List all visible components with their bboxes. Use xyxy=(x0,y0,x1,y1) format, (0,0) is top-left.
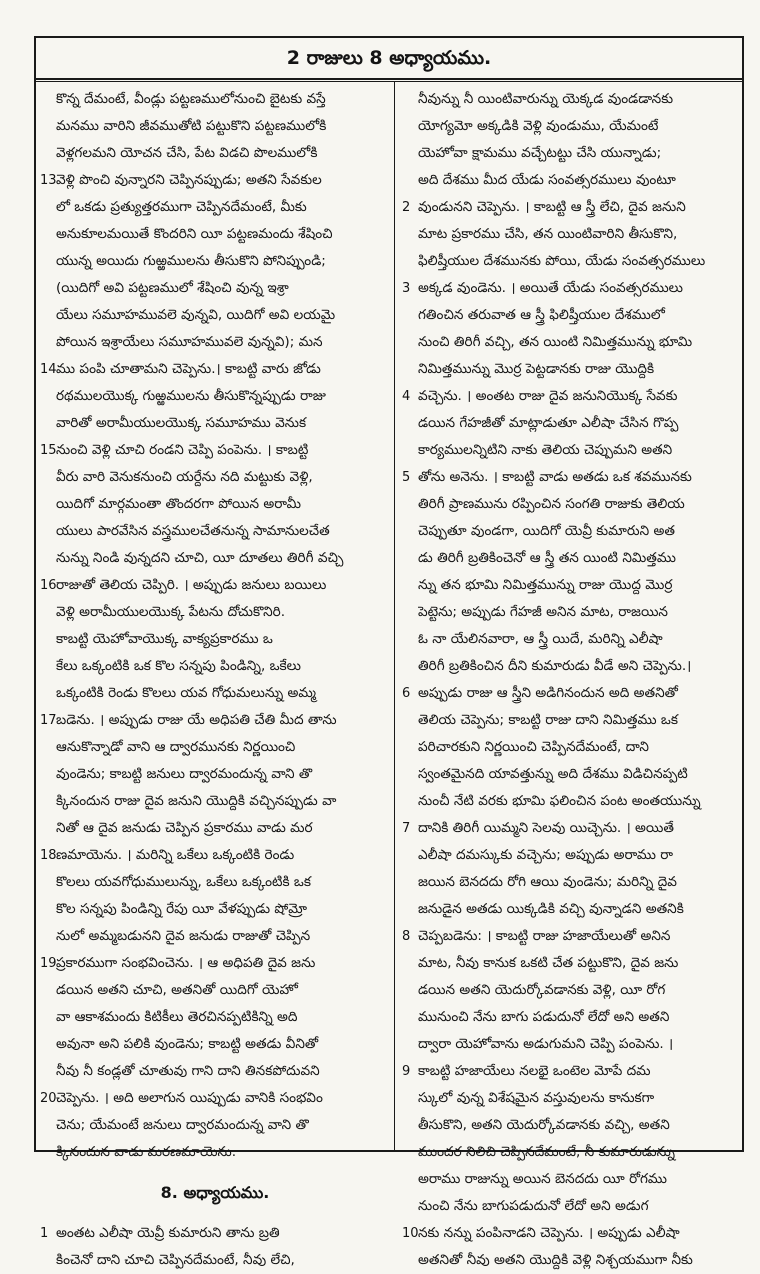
verse-text: పరిచారకుని నిర్ణయించి చెప్పినదేమంటే, దాని xyxy=(418,739,649,755)
verse-number xyxy=(40,275,56,302)
verse-text: అరాము రాజున్ను అయిన బెనదదు యీ రోగము xyxy=(418,1171,668,1187)
text-line xyxy=(402,356,738,383)
text-line xyxy=(40,329,390,356)
text-line xyxy=(402,680,738,707)
verse-number xyxy=(40,194,56,221)
text-line xyxy=(40,599,390,626)
verse-text: డయిన అతని చూచి, అతనితో యిదిగో యెహో xyxy=(56,982,298,998)
verse-number xyxy=(402,491,418,518)
verse-text: అది దేశము మీద యేడు సంవత్సరములు వుంటూ xyxy=(418,172,676,188)
text-line xyxy=(402,815,738,842)
text-line xyxy=(40,491,390,518)
text-line xyxy=(402,572,738,599)
verse-text: డు తిరిగీ బ్రతికించెనో ఆ స్త్రీ తన యింటి నిమిత్తము xyxy=(418,550,676,566)
verse-number: 13 xyxy=(40,173,57,188)
verse-text: అతనితో నీవు అతని యొద్దికి వెళ్లి నిశ్చయముగా నీకు xyxy=(418,1252,693,1268)
text-line xyxy=(40,734,390,761)
verse-number xyxy=(40,113,56,140)
text-line xyxy=(402,194,738,221)
verse-number xyxy=(402,1139,418,1166)
verse-number xyxy=(402,248,418,275)
verse-text: తిరిగీ ప్రాణమును రప్పించిన సంగతి రాజుకు తెలియ xyxy=(418,496,685,512)
text-line xyxy=(40,1139,390,1166)
verse-number xyxy=(402,1193,418,1220)
text-line xyxy=(402,788,738,815)
verse-number xyxy=(40,896,56,923)
verse-text: రాజుతో తెలియ చెప్పిరి. । అప్పుడు జనులు బయిలు xyxy=(56,577,327,593)
verse-number xyxy=(40,1139,56,1166)
text-line xyxy=(40,86,390,113)
verse-text: యులు పారవేసిన వస్త్రములచేతనున్న సామానులచేత xyxy=(56,523,330,539)
verse-text: వెళ్లగలమని యోచన చేసి, పేట విడచి పొలములోకి xyxy=(56,145,318,161)
verse-text: ఫిలిష్తీయుల దేశమునకు పోయి, యేడు సంవత్సరములు xyxy=(418,253,706,269)
verse-number xyxy=(402,1166,418,1193)
verse-text: పెట్టెను; అప్పుడు గేహజీ అనిన మాట, రాజయిన xyxy=(418,604,668,620)
verse-number xyxy=(40,383,56,410)
verse-text: వా ఆకాశమందు కిటికీలు తెరచినప్పటికిన్ని అది xyxy=(56,1009,298,1025)
verse-text: డయిన గేహజీతో మాట్లాడుతూ ఎలీషా చేసిన గొప్ప xyxy=(418,415,679,431)
verse-number xyxy=(40,626,56,653)
text-line xyxy=(40,950,390,977)
page-header xyxy=(36,38,742,80)
verse-text: చెప్పబడెను: । కాబట్టి రాజు హజాయేలుతో అనిన xyxy=(418,928,671,944)
verse-number xyxy=(40,329,56,356)
text-line xyxy=(402,302,738,329)
verse-number xyxy=(40,680,56,707)
verse-text: ఆనుకొన్నాడో వాని ఆ ద్వారమునకు నిర్ణయించి xyxy=(56,739,296,755)
verse-number: 17 xyxy=(40,713,57,728)
text-line xyxy=(402,1058,738,1085)
text-line xyxy=(40,113,390,140)
verse-text: అంతట ఎలీషా యెవ్రీ కుమారుని తాను బ్రతి xyxy=(56,1225,280,1241)
text-line xyxy=(402,1004,738,1031)
verse-text: యోగ్యమో అక్కడికి వెళ్లి వుండుము, యేమంటే xyxy=(418,118,659,134)
verse-text: తిరిగీ బ్రతికించిన దీని కుమారుడు వీడే అని చెప్పెను.। xyxy=(418,658,692,674)
verse-number xyxy=(402,734,418,761)
text-line xyxy=(402,734,738,761)
text-line xyxy=(40,572,390,599)
header-rule xyxy=(36,81,742,82)
verse-number xyxy=(402,599,418,626)
verse-number xyxy=(40,788,56,815)
text-line xyxy=(402,599,738,626)
text-line xyxy=(402,329,738,356)
verse-number xyxy=(402,545,418,572)
verse-text: కాబట్టి యెహోవాయొక్క వాక్యప్రకారము ఒ xyxy=(56,631,273,647)
verse-number xyxy=(40,923,56,950)
verse-text: ణమాయెను. । మరిన్ని ఒకేలు ఒక్కంటికి రెండు xyxy=(56,847,295,863)
verse-number xyxy=(40,761,56,788)
verse-number xyxy=(40,1058,56,1085)
text-line xyxy=(40,707,390,734)
text-line xyxy=(40,1085,390,1112)
verse-text: వెళ్లి పొంచి వున్నారని చెప్పినప్పుడు; అతని సేవకుల xyxy=(56,172,322,188)
verse-text: మనము వారిని జీవముతోటి పట్టుకొని పట్టణములోకి xyxy=(56,118,327,134)
verse-text: ఒక్కంటికి రెండు కొలలు యవ గోధుమలున్ను అమ్మ xyxy=(56,685,316,701)
text-line xyxy=(402,545,738,572)
text-line xyxy=(40,977,390,1004)
text-line xyxy=(402,221,738,248)
verse-number xyxy=(40,140,56,167)
right-column xyxy=(402,86,738,1274)
text-line xyxy=(402,1220,738,1247)
verse-text: యెహోవా క్షామము వచ్చేటట్టు చేసి యున్నాడు; xyxy=(418,145,662,161)
left-column xyxy=(40,86,390,1274)
verse-number xyxy=(40,653,56,680)
verse-number xyxy=(40,869,56,896)
verse-number xyxy=(40,815,56,842)
verse-number xyxy=(402,977,418,1004)
verse-text: వీరు వారి వెనుకనుంచి యర్దేను నది మట్టుకు వెళ్లి, xyxy=(56,469,313,485)
verse-number: 8 xyxy=(402,929,411,944)
verse-text: ము పంపి చూతామని చెప్పెను.। కాబట్టి వారు జోడు xyxy=(56,361,321,377)
verse-text: అక్కడ వుండెను. । అయితే యేడు సంవత్సరములు xyxy=(418,280,684,296)
verse-number xyxy=(40,221,56,248)
verse-number xyxy=(402,1112,418,1139)
verse-number xyxy=(402,1031,418,1058)
verse-text: వెళ్లి అరామీయులయొక్క పేటను దోచుకొనిరి. xyxy=(56,604,286,620)
text-line xyxy=(40,356,390,383)
text-line xyxy=(402,707,738,734)
verse-text: చెప్పుతూ వుండగా, యిదిగో యెవ్రీ కుమారుని అత xyxy=(418,523,675,539)
text-line xyxy=(40,302,390,329)
text-line xyxy=(402,464,738,491)
verse-text: కేలు ఒక్కంటికి ఒక కొల సన్నపు పిండిన్ని, ఒకేలు xyxy=(56,658,301,674)
verse-text: బడెను. । అప్పుడు రాజు యే అధిపతి చేతి మీద తాను xyxy=(56,712,337,728)
verse-number xyxy=(40,518,56,545)
verse-text: ఓ నా యేలినవారా, ఆ స్త్రీ యిదే, మరిన్ని ఎలీషా xyxy=(418,631,663,647)
text-line xyxy=(402,896,738,923)
text-line xyxy=(40,842,390,869)
verse-number xyxy=(40,464,56,491)
verse-number: 16 xyxy=(40,578,57,593)
text-line xyxy=(402,626,738,653)
verse-text: జనుడైన అతడు యిక్కడికి వచ్చి వున్నాడని అతనికి xyxy=(418,901,684,917)
verse-text: కొలలు యవగోధుములున్ను, ఒకేలు ఒక్కంటికి ఒక xyxy=(56,874,311,890)
verse-text: క్కినందున రాజు దైవ జనుని యొద్దికి వచ్చినప్పుడు వా xyxy=(56,793,337,809)
verse-number xyxy=(402,626,418,653)
verse-number: 7 xyxy=(402,821,411,836)
text-line xyxy=(40,1058,390,1085)
verse-text: దానికి తిరిగీ యిమ్మని సెలవు యిచ్చెను. । అయితే xyxy=(418,820,674,836)
verse-number: 14 xyxy=(40,362,57,377)
verse-text: అవునా అని పలికి వుండెను; కాబట్టి అతడు వీనితో xyxy=(56,1036,319,1052)
verse-text: యేలు సమూహమువలె వున్నవి, యిదిగో అవి లయమై xyxy=(56,307,336,323)
verse-text: కొల సన్నపు పిండిన్ని రేపు యీ వేళప్పుడు షోమ్రో xyxy=(56,901,307,917)
verse-text: మాట ప్రకారము చేసి, తన యింటివారిని తీసుకొని, xyxy=(418,226,678,242)
text-line xyxy=(40,1220,390,1247)
text-line xyxy=(40,464,390,491)
verse-number xyxy=(402,869,418,896)
verse-text: ప్రకారముగా సంభవించెను. । ఆ అధిపతి దైవ జను xyxy=(56,955,316,971)
verse-number xyxy=(402,329,418,356)
text-line xyxy=(402,383,738,410)
text-line xyxy=(40,140,390,167)
verse-number xyxy=(40,599,56,626)
verse-number xyxy=(402,842,418,869)
text-line xyxy=(402,86,738,113)
verse-text: కార్యములన్నిటిని నాకు తెలియ చెప్పుమని అతని xyxy=(418,442,673,458)
text-line xyxy=(402,1166,738,1193)
text-line xyxy=(402,1139,738,1166)
verse-number: 3 xyxy=(402,281,411,296)
verse-number xyxy=(402,221,418,248)
verse-number: 18 xyxy=(40,848,57,863)
verse-number xyxy=(402,1247,418,1274)
text-line xyxy=(402,1112,738,1139)
verse-text: నితో ఆ దైవ జనుడు చెప్పిన ప్రకారము వాడు మర xyxy=(56,820,313,836)
text-line xyxy=(402,140,738,167)
text-line xyxy=(402,437,738,464)
verse-text: తెలియ చెప్పెను; కాబట్టి రాజు దాని నిమిత్తము ఒక xyxy=(418,712,678,728)
text-line xyxy=(40,383,390,410)
verse-number xyxy=(40,545,56,572)
verse-text: తోను అనెను. । కాబట్టి వాడు అతడు ఒక శవమునకు xyxy=(418,469,692,485)
text-line xyxy=(402,1193,738,1220)
verse-text: నుంచి నేను బాగుపడుదునో లేదో అని అడుగ xyxy=(418,1198,649,1214)
verse-text: స్కులో వున్న విశేషమైన వస్తువులను కానుకగా xyxy=(418,1090,655,1106)
text-line xyxy=(40,1031,390,1058)
verse-number: 15 xyxy=(40,443,57,458)
verse-number xyxy=(402,707,418,734)
verse-text: వచ్చెను. । అంతట రాజు దైవ జనునియొక్క సేవకు xyxy=(418,388,678,404)
text-line xyxy=(402,275,738,302)
verse-text: తీసుకొని, అతని యెదుర్కోవడానకు వచ్చి, అతని xyxy=(418,1117,670,1133)
verse-number xyxy=(402,140,418,167)
text-line xyxy=(402,842,738,869)
text-line xyxy=(40,896,390,923)
verse-text: అనుకూలమయితే కొందరిని యీ పట్టణమందు శేషించి xyxy=(56,226,333,242)
verse-text: స్వంతమైనది యావత్తున్ను అది దేశము విడిచినప్పటి xyxy=(418,766,688,782)
verse-number xyxy=(40,302,56,329)
text-line xyxy=(40,545,390,572)
verse-text: లో ఒకడు ప్రత్యుత్తరముగా చెప్పినదేమంటే, మీకు xyxy=(56,199,307,215)
text-line xyxy=(402,950,738,977)
text-line xyxy=(40,275,390,302)
verse-number xyxy=(402,653,418,680)
verse-text: డయిన అతని యెదుర్కోవడానకు వెళ్లి, యీ రోగ xyxy=(418,982,666,998)
text-line xyxy=(40,923,390,950)
chapter-heading: 8. అధ్యాయము. xyxy=(160,1183,270,1202)
verse-number xyxy=(402,356,418,383)
text-line xyxy=(40,167,390,194)
text-line xyxy=(40,1112,390,1139)
verse-text: వారితో అరామీయులయొక్క సమూహము వెనుక xyxy=(56,415,307,431)
verse-number xyxy=(40,1112,56,1139)
text-line xyxy=(402,1031,738,1058)
verse-number xyxy=(40,734,56,761)
verse-text: పోయిన ఇశ్రాయేలు సమూహమువలె వున్నవి); మన xyxy=(56,334,323,350)
verse-text: కొన్న దేమంటే, వీండ్లు పట్టణములోనుంచి బైటకు వస్తే xyxy=(56,91,326,107)
text-line xyxy=(40,194,390,221)
verse-text: అప్పుడు రాజు ఆ స్త్రీని అడిగినందున అది అతనితో xyxy=(418,685,678,701)
verse-number xyxy=(402,113,418,140)
verse-text: నీవున్ను నీ యింటివారున్ను యెక్కడ వుండడానకు xyxy=(418,91,674,107)
scripture-page xyxy=(34,36,744,1268)
verse-text: యిదిగో మార్గమంతా తొందరగా పోయిన అరామీ xyxy=(56,496,301,512)
verse-number xyxy=(402,1004,418,1031)
text-line xyxy=(40,788,390,815)
verse-text: రథములయొక్క గుఱ్ఱములను తీసుకొన్నప్పుడు రాజు xyxy=(56,388,326,404)
verse-text: గతించిన తరువాత ఆ స్త్రీ ఫిలిష్తీయుల దేశములో xyxy=(418,307,665,323)
verse-text: వుండునని చెప్పెను. । కాబట్టి ఆ స్త్రీ లేచి, దైవ జనుని xyxy=(418,199,686,215)
verse-text: నిమిత్తమున్ను మొర్ర పెట్టడానకు రాజు యొద్దికి xyxy=(418,361,655,377)
verse-number: 10 xyxy=(402,1226,419,1241)
verse-text: నులో అమ్మబడునని దైవ జనుడు రాజుతో చెప్పిన xyxy=(56,928,311,944)
verse-number: 4 xyxy=(402,389,411,404)
verse-text: (యిదిగో అవి పట్టణములో శేషించి వున్న ఇశ్రా xyxy=(56,280,289,296)
verse-number xyxy=(402,1085,418,1112)
verse-number: 1 xyxy=(40,1226,49,1241)
text-line xyxy=(40,221,390,248)
text-line xyxy=(402,1085,738,1112)
verse-text: నుంచీ నేటి వరకు భూమి ఫలించిన పంట అంతయున్ను xyxy=(418,793,701,809)
verse-text: వుండెను; కాబట్టి జనులు ద్వారమందున్న వాని తొ xyxy=(56,766,313,782)
text-line xyxy=(402,923,738,950)
verse-text: చెను; యేమంటే జనులు ద్వారమందున్న వాని తొ xyxy=(56,1117,309,1133)
text-line xyxy=(40,410,390,437)
text-line xyxy=(402,653,738,680)
verse-number xyxy=(402,410,418,437)
verse-text: న్ను తన భూమి నిమిత్తమున్ను రాజు యొద్ద మొర్ర xyxy=(418,577,673,593)
verse-text: యున్న అయిదు గుఱ్ఱములను తీసుకొని పోనిప్పుండి; xyxy=(56,253,326,269)
verse-number xyxy=(40,248,56,275)
verse-text: చెప్పెను. । అది అలాగున యిప్పుడు వానికి సంభవిం xyxy=(56,1090,323,1106)
text-line xyxy=(40,518,390,545)
text-line xyxy=(40,761,390,788)
verse-text: మాట, నీవు కానుక ఒకటి చేత పట్టుకొని, దైవ జను xyxy=(418,955,679,971)
text-line xyxy=(40,815,390,842)
verse-number xyxy=(40,1004,56,1031)
verse-number xyxy=(402,788,418,815)
verse-number xyxy=(402,86,418,113)
verse-number xyxy=(40,491,56,518)
verse-number xyxy=(402,950,418,977)
verse-number xyxy=(402,167,418,194)
text-line xyxy=(402,869,738,896)
text-line xyxy=(402,113,738,140)
text-line xyxy=(402,410,738,437)
text-line xyxy=(40,1004,390,1031)
text-line xyxy=(402,1247,738,1274)
verse-number xyxy=(40,1031,56,1058)
text-line xyxy=(40,1247,390,1274)
text-line xyxy=(402,518,738,545)
column-divider xyxy=(394,82,395,1150)
verse-number xyxy=(402,518,418,545)
verse-number: 19 xyxy=(40,956,57,971)
verse-number: 20 xyxy=(40,1091,57,1106)
verse-text: మునుంచి నేను బాగు పడుదునో లేదో అని అతని xyxy=(418,1009,670,1025)
verse-text: ముందర నిలిచి చెప్పినదేమంటే, నీ కుమారుడున్ను xyxy=(418,1144,675,1160)
verse-text: నున్ను నిండి వున్నదని చూచి, యీ దూతలు తిరిగీ వచ్చి xyxy=(56,550,344,566)
verse-text: కించెనో దాని చూచి చెప్పినదేమంటే, నీవు లేచి, xyxy=(56,1252,295,1268)
text-line xyxy=(40,248,390,275)
text-line xyxy=(402,491,738,518)
verse-text: ఎలీషా దమస్కుకు వచ్చెను; అప్పుడు అరాము రా xyxy=(418,847,674,863)
verse-text: నకు నన్ను పంపినాడని చెప్పెను. । అప్పుడు ఎలీషా xyxy=(418,1225,680,1241)
verse-number xyxy=(402,302,418,329)
verse-number xyxy=(40,1247,56,1274)
verse-number xyxy=(40,410,56,437)
verse-number: 9 xyxy=(402,1064,411,1079)
text-line xyxy=(40,626,390,653)
verse-number xyxy=(402,572,418,599)
page-title: 2 రాజులు 8 అధ్యాయము. xyxy=(286,47,492,69)
verse-number: 6 xyxy=(402,686,411,701)
verse-number xyxy=(40,977,56,1004)
verse-number xyxy=(402,437,418,464)
text-line xyxy=(402,167,738,194)
verse-number: 2 xyxy=(402,200,411,215)
text-line xyxy=(402,761,738,788)
text-line xyxy=(402,248,738,275)
verse-text: క్కినందున వాడు మరణమాయెను. xyxy=(56,1144,237,1160)
text-line xyxy=(40,869,390,896)
verse-text: నుంచి వెళ్లి చూచి రండని చెప్పి పంపెను. । కాబట్టి xyxy=(56,442,309,458)
verse-text: నీవు నీ కండ్లతో చూతువు గాని దాని తినకపోదువని xyxy=(56,1063,320,1079)
text-line xyxy=(40,437,390,464)
verse-text: జయిన బెనదదు రోగి ఆయి వుండెను; మరిన్ని దైవ xyxy=(418,874,677,890)
verse-number: 5 xyxy=(402,470,411,485)
verse-number xyxy=(402,761,418,788)
verse-number xyxy=(402,896,418,923)
text-line xyxy=(40,680,390,707)
verse-text: ద్వారా యెహోవాను అడుగుమని చెప్పి పంపెను. । xyxy=(418,1036,674,1052)
verse-text: నుంచి తిరిగీ వచ్చి, తన యింటి నిమిత్తమున్ను భూమి xyxy=(418,334,693,350)
text-line xyxy=(402,977,738,1004)
verse-text: కాబట్టి హజాయేలు నలభై ఒంటెల మోపే దమ xyxy=(418,1063,651,1079)
verse-number xyxy=(40,86,56,113)
text-line xyxy=(40,653,390,680)
